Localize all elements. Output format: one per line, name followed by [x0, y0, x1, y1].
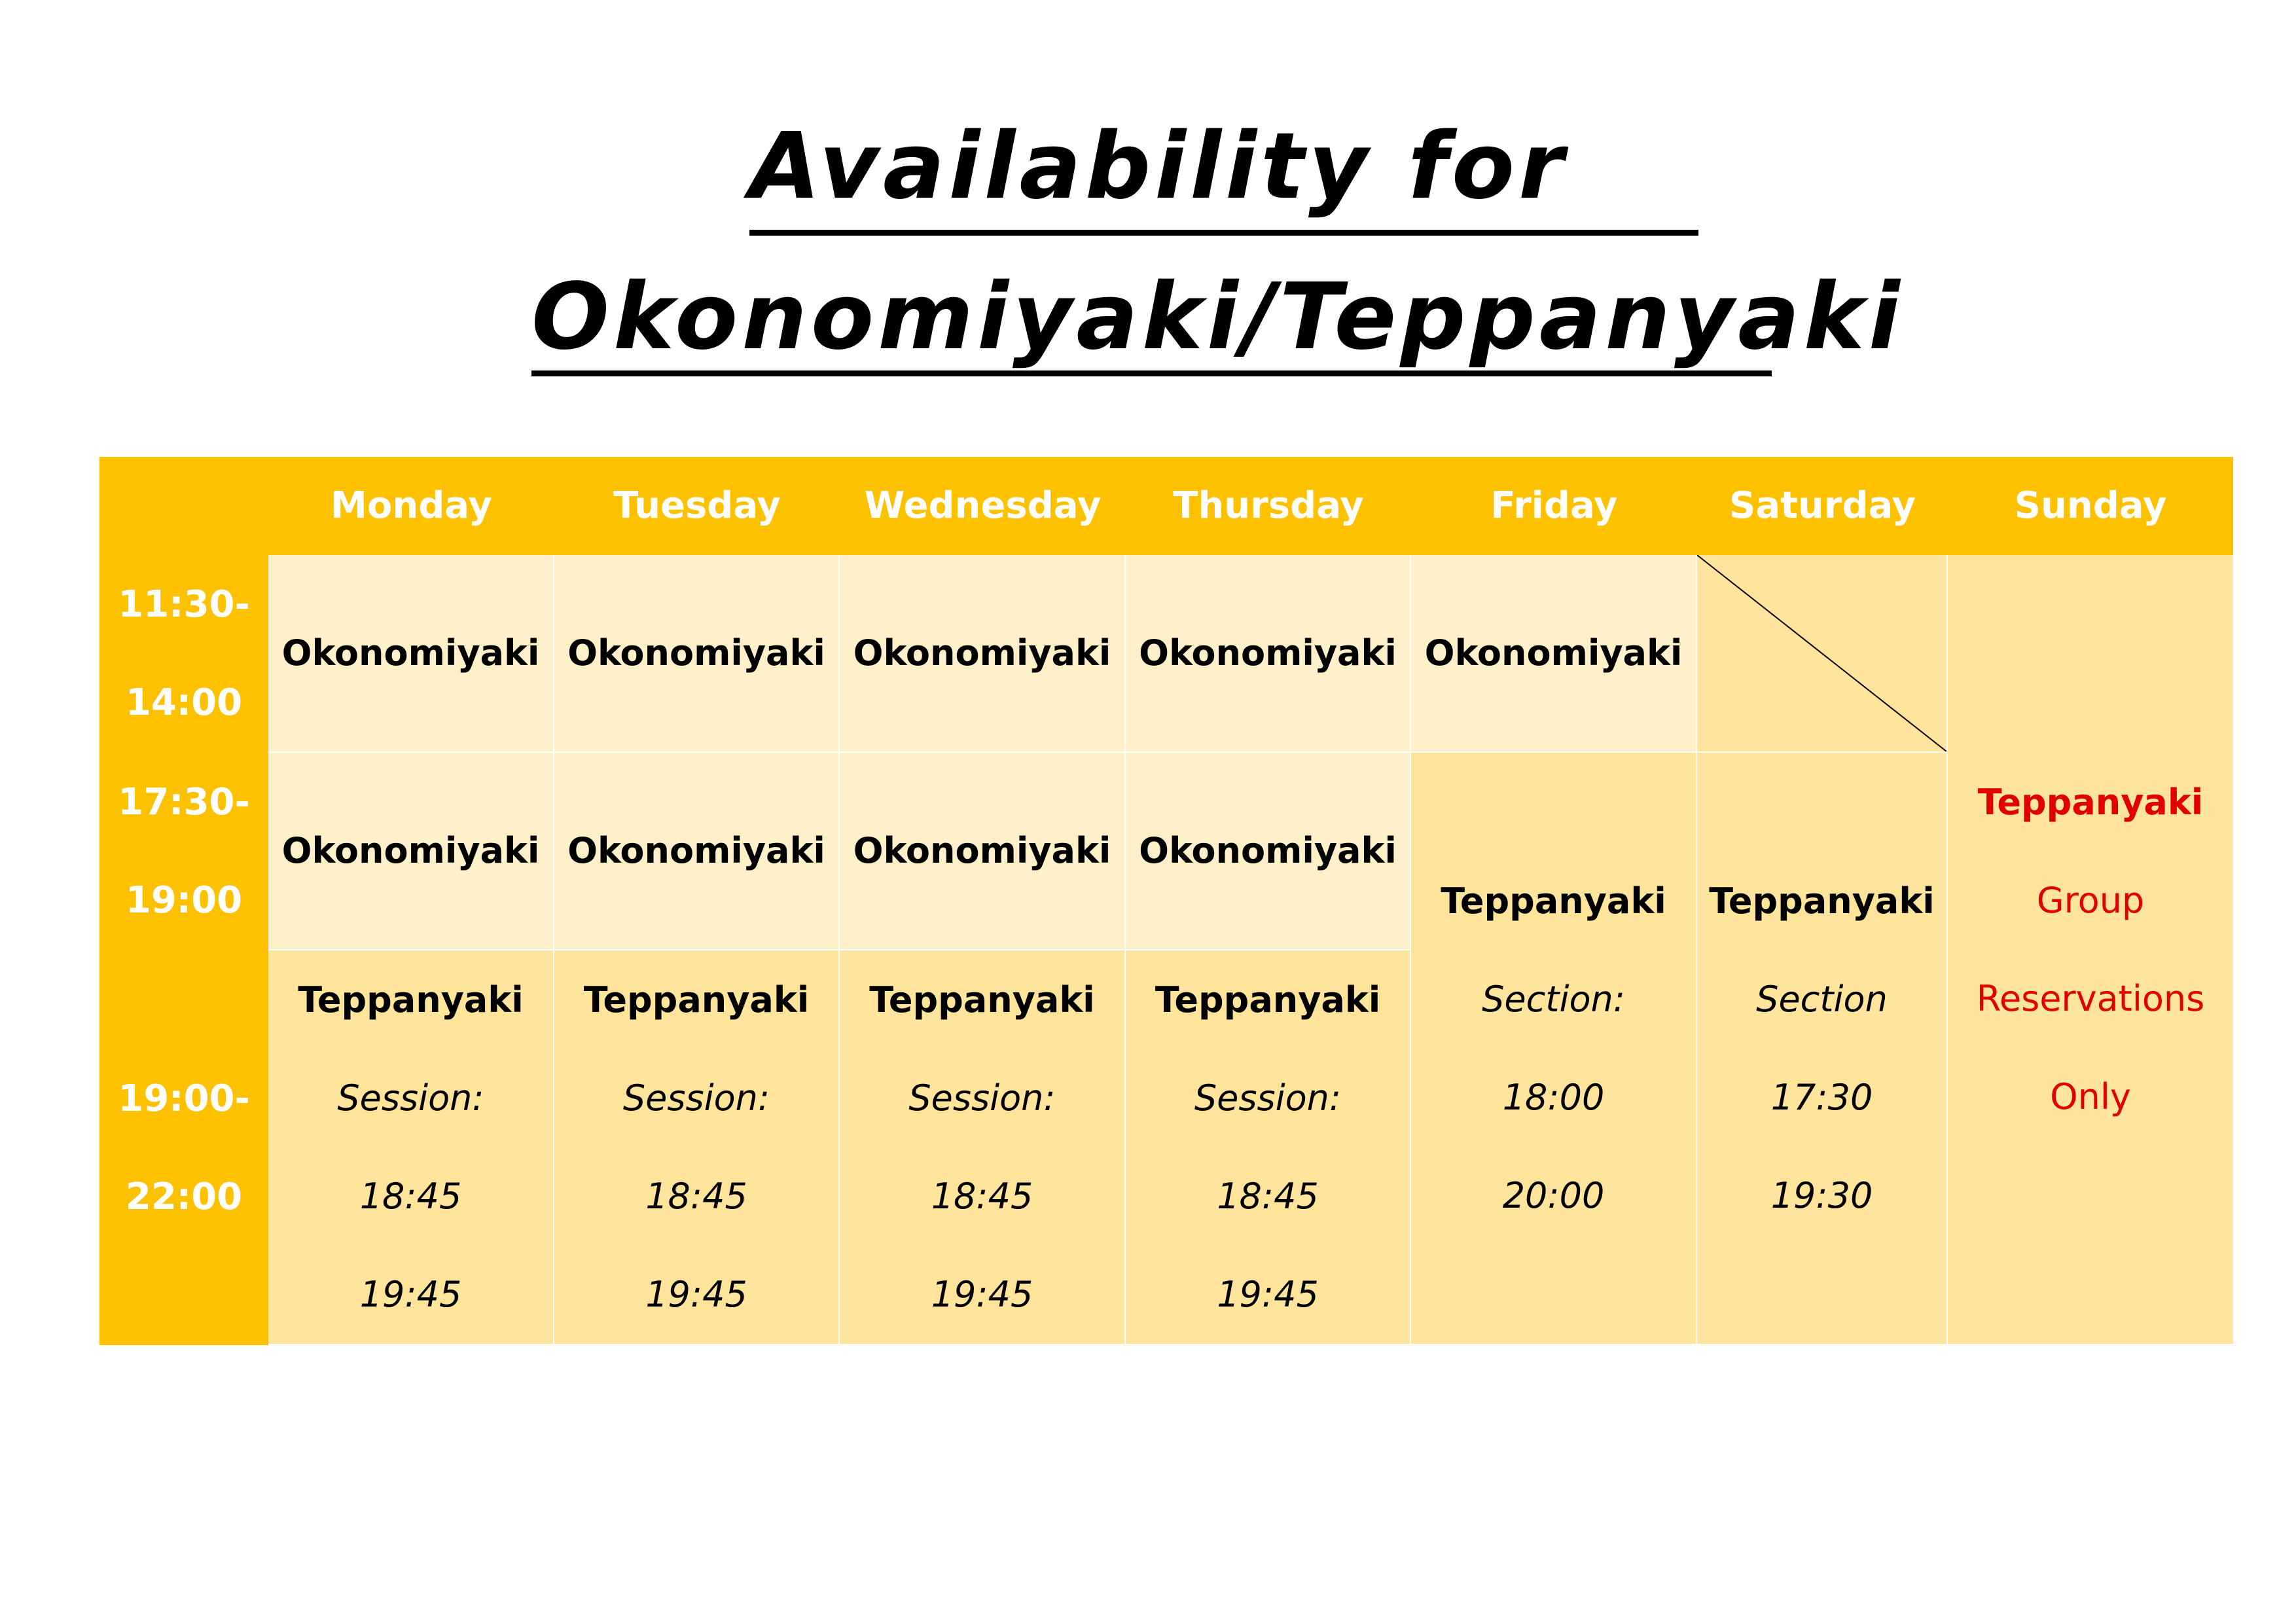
title-text-1: Availability for [749, 113, 1568, 220]
session-time: 18:00 [1502, 1076, 1605, 1118]
cell-saturday-lunch-unavailable [1697, 555, 1948, 753]
cell-wednesday-dinner [840, 950, 1126, 1345]
time-end: 22:00 [125, 1175, 243, 1218]
session-label: Section: [1482, 978, 1625, 1020]
sunday-note-line: Group [2036, 879, 2145, 921]
session-time: 17:30 [1770, 1076, 1873, 1118]
cell-thursday-early-dinner: Okonomiyaki [1126, 753, 1411, 950]
cell-thursday-dinner [1126, 950, 1411, 1345]
time-end: 14:00 [125, 681, 243, 724]
sunday-note-line: Only [2050, 1075, 2131, 1117]
cell-sunday-all-day [1948, 555, 2233, 1345]
session-name: Teppanyaki [1155, 979, 1381, 1020]
session-label: Session: [622, 1077, 770, 1119]
session-label: Section [1756, 978, 1888, 1020]
cell-tuesday-dinner [554, 950, 840, 1345]
session-time: 18:45 [931, 1175, 1033, 1217]
cell-tuesday-early-dinner: Okonomiyaki [554, 753, 840, 950]
cell-friday-lunch: Okonomiyaki [1411, 555, 1697, 753]
header-thursday: Thursday [1126, 457, 1411, 555]
session-label: Session: [337, 1077, 484, 1119]
sunday-name: Teppanyaki [1977, 781, 2204, 823]
session-time: 18:45 [645, 1175, 747, 1217]
cell-friday-evening [1411, 753, 1697, 1345]
title-underline-1 [749, 230, 1698, 236]
time-start: 11:30- [118, 583, 250, 626]
cell-monday-dinner [268, 950, 554, 1345]
cell-wednesday-lunch: Okonomiyaki [840, 555, 1126, 753]
title-line-2 [531, 264, 1904, 376]
session-name: Teppanyaki [869, 979, 1095, 1020]
session-time: 19:45 [359, 1273, 462, 1315]
cell-monday-lunch: Okonomiyaki [268, 555, 554, 753]
unavailable-slash-icon [1697, 555, 1946, 751]
availability-table [99, 457, 2233, 1345]
session-time: 18:45 [1217, 1175, 1319, 1217]
session-name: Teppanyaki [1709, 880, 1935, 922]
session-time: 20:00 [1502, 1174, 1605, 1216]
header-corner [99, 457, 268, 555]
session-name: Teppanyaki [298, 979, 524, 1020]
cell-monday-early-dinner: Okonomiyaki [268, 753, 554, 950]
header-wednesday: Wednesday [840, 457, 1126, 555]
time-slot-dinner [99, 950, 268, 1345]
header-monday: Monday [268, 457, 554, 555]
session-time: 19:45 [645, 1273, 747, 1315]
session-label: Session: [1194, 1077, 1342, 1119]
header-tuesday: Tuesday [554, 457, 840, 555]
time-start: 17:30- [118, 781, 250, 823]
sunday-note-line: Reservations [1976, 977, 2205, 1019]
session-time: 18:45 [359, 1175, 462, 1217]
session-label: Session: [908, 1077, 1056, 1119]
title-underline-2 [531, 370, 1772, 376]
time-end: 19:00 [125, 879, 243, 922]
header-friday: Friday [1411, 457, 1697, 555]
session-name: Teppanyaki [1441, 880, 1666, 922]
time-slot-lunch [99, 555, 268, 753]
cell-tuesday-lunch: Okonomiyaki [554, 555, 840, 753]
header-sunday: Sunday [1948, 457, 2233, 555]
cell-thursday-lunch: Okonomiyaki [1126, 555, 1411, 753]
title-line-1 [749, 113, 1698, 236]
session-time: 19:45 [931, 1273, 1033, 1315]
time-start: 19:00- [118, 1077, 250, 1120]
session-name: Teppanyaki [583, 979, 810, 1020]
cell-saturday-evening [1697, 753, 1948, 1345]
header-saturday: Saturday [1697, 457, 1948, 555]
cell-wednesday-early-dinner: Okonomiyaki [840, 753, 1126, 950]
session-time: 19:45 [1217, 1273, 1319, 1315]
title-text-2: Okonomiyaki/Teppanyaki [531, 264, 1904, 370]
session-time: 19:30 [1770, 1174, 1873, 1216]
time-slot-early-dinner [99, 753, 268, 950]
